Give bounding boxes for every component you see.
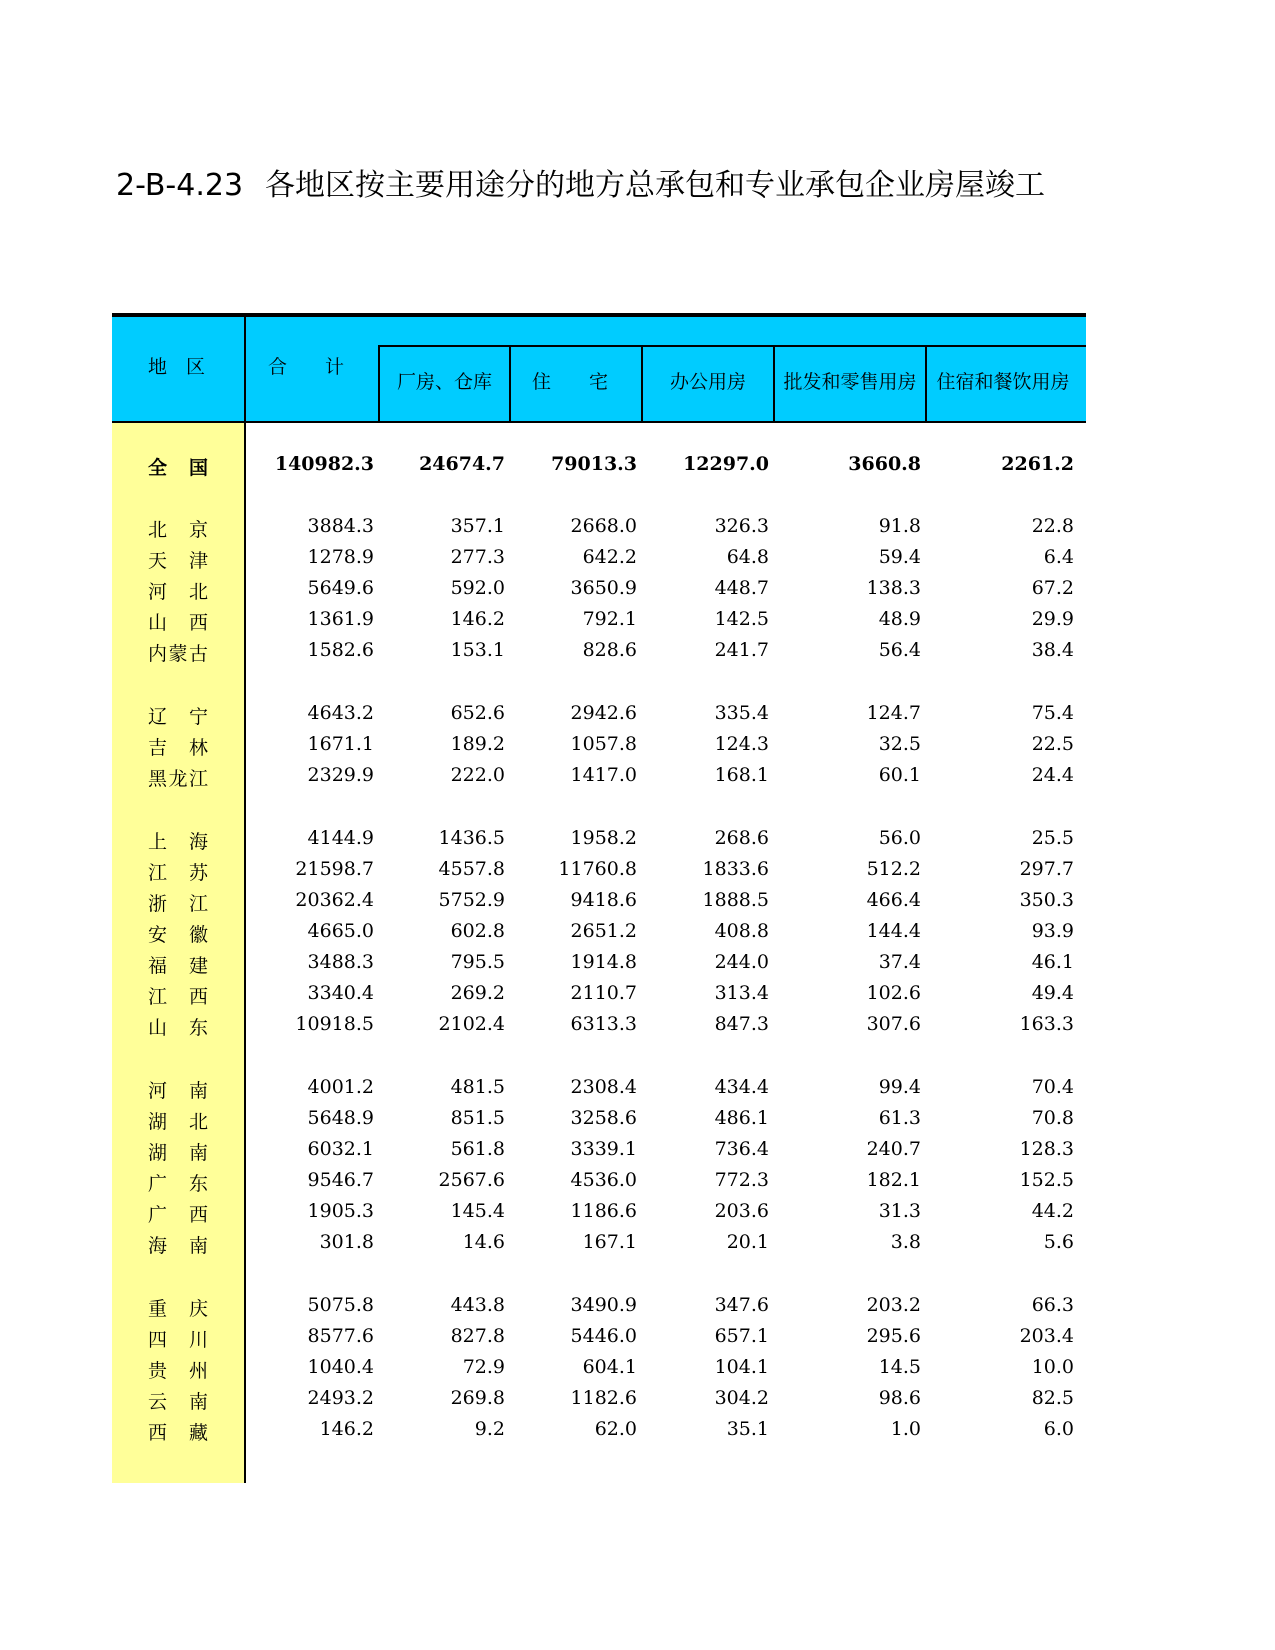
table-row bbox=[112, 702, 1086, 733]
region-name: 四川 bbox=[148, 1329, 208, 1351]
table-row bbox=[112, 546, 1086, 577]
table-cell: 70.8 bbox=[1031, 1107, 1074, 1129]
table-cell: 736.4 bbox=[714, 1138, 769, 1160]
table-cell: 3884.3 bbox=[307, 515, 374, 537]
region-name: 吉林 bbox=[148, 737, 208, 759]
table-cell: 104.1 bbox=[714, 1356, 769, 1378]
table-cell: 307.6 bbox=[866, 1013, 921, 1035]
table-cell: 168.1 bbox=[714, 764, 769, 786]
table-row bbox=[112, 1076, 1086, 1107]
table-cell: 22.8 bbox=[1031, 515, 1074, 537]
table-cell: 2102.4 bbox=[438, 1013, 505, 1035]
region-name: 全国 bbox=[148, 457, 208, 479]
table-cell: 592.0 bbox=[450, 577, 505, 599]
table-cell: 62.0 bbox=[594, 1418, 637, 1440]
table-cell: 827.8 bbox=[450, 1325, 505, 1347]
header-retail: 批发和零售用房 bbox=[783, 371, 917, 393]
table-cell: 772.3 bbox=[714, 1169, 769, 1191]
table-cell: 1186.6 bbox=[570, 1200, 637, 1222]
table-cell: 44.2 bbox=[1031, 1200, 1074, 1222]
table-cell: 301.8 bbox=[319, 1231, 374, 1253]
table-cell: 8577.6 bbox=[307, 1325, 374, 1347]
table-cell: 222.0 bbox=[450, 764, 505, 786]
table-cell: 408.8 bbox=[714, 920, 769, 942]
table-cell: 203.6 bbox=[714, 1200, 769, 1222]
table-cell: 481.5 bbox=[450, 1076, 505, 1098]
table-cell: 3660.8 bbox=[848, 453, 921, 475]
table-row bbox=[112, 858, 1086, 889]
header-residential: 住 宅 bbox=[532, 371, 609, 393]
table-cell: 25.5 bbox=[1031, 827, 1074, 849]
table-cell: 657.1 bbox=[714, 1325, 769, 1347]
table-cell: 20362.4 bbox=[295, 889, 374, 911]
region-name: 重庆 bbox=[148, 1298, 208, 1320]
table-cell: 1582.6 bbox=[307, 639, 374, 661]
table-cell: 140982.3 bbox=[274, 453, 374, 475]
table-cell: 20.1 bbox=[726, 1231, 769, 1253]
table-cell: 144.4 bbox=[866, 920, 921, 942]
table-row bbox=[112, 764, 1086, 795]
table-row bbox=[112, 1138, 1086, 1169]
table-cell: 1833.6 bbox=[702, 858, 769, 880]
table-cell: 1914.8 bbox=[570, 951, 637, 973]
table-row bbox=[112, 515, 1086, 546]
region-name: 浙江 bbox=[148, 893, 208, 915]
table-cell: 3258.6 bbox=[570, 1107, 637, 1129]
table-cell: 335.4 bbox=[714, 702, 769, 724]
table-cell: 1182.6 bbox=[570, 1387, 637, 1409]
table-row bbox=[112, 1013, 1086, 1044]
table-cell: 297.7 bbox=[1019, 858, 1074, 880]
table-cell: 443.8 bbox=[450, 1294, 505, 1316]
region-name: 贵州 bbox=[148, 1360, 208, 1382]
region-name: 山东 bbox=[148, 1017, 208, 1039]
table-cell: 1361.9 bbox=[307, 608, 374, 630]
table-cell: 9.2 bbox=[474, 1418, 505, 1440]
table-row bbox=[112, 951, 1086, 982]
table-cell: 4557.8 bbox=[438, 858, 505, 880]
table-cell: 153.1 bbox=[450, 639, 505, 661]
table-cell: 99.4 bbox=[878, 1076, 921, 1098]
table-cell: 12297.0 bbox=[683, 453, 769, 475]
table-cell: 2493.2 bbox=[307, 1387, 374, 1409]
table-cell: 5648.9 bbox=[307, 1107, 374, 1129]
region-name: 内蒙古 bbox=[148, 643, 208, 665]
table-cell: 79013.3 bbox=[551, 453, 637, 475]
table-cell: 2942.6 bbox=[570, 702, 637, 724]
table-cell: 795.5 bbox=[450, 951, 505, 973]
table-cell: 56.4 bbox=[878, 639, 921, 661]
table-cell: 6.0 bbox=[1043, 1418, 1074, 1440]
header-factory-warehouse: 厂房、仓库 bbox=[396, 371, 492, 393]
table-cell: 1671.1 bbox=[307, 733, 374, 755]
region-name: 海南 bbox=[148, 1235, 208, 1257]
table-cell: 466.4 bbox=[866, 889, 921, 911]
table-cell: 128.3 bbox=[1019, 1138, 1074, 1160]
region-name: 福建 bbox=[148, 955, 208, 977]
table-cell: 313.4 bbox=[714, 982, 769, 1004]
table-cell: 4536.0 bbox=[570, 1169, 637, 1191]
table-cell: 295.6 bbox=[866, 1325, 921, 1347]
table-cell: 124.7 bbox=[866, 702, 921, 724]
table-cell: 3340.4 bbox=[307, 982, 374, 1004]
table-code: 2-B-4.23 bbox=[116, 168, 244, 203]
table-cell: 2110.7 bbox=[570, 982, 637, 1004]
table-cell: 98.6 bbox=[878, 1387, 921, 1409]
table-cell: 2668.0 bbox=[570, 515, 637, 537]
table-cell: 269.2 bbox=[450, 982, 505, 1004]
table-cell: 277.3 bbox=[450, 546, 505, 568]
table-cell: 189.2 bbox=[450, 733, 505, 755]
table-cell: 64.8 bbox=[726, 546, 769, 568]
table-cell: 326.3 bbox=[714, 515, 769, 537]
table-cell: 244.0 bbox=[714, 951, 769, 973]
data-table bbox=[112, 313, 1086, 1483]
table-cell: 72.9 bbox=[462, 1356, 505, 1378]
table-cell: 5075.8 bbox=[307, 1294, 374, 1316]
table-cell: 49.4 bbox=[1031, 982, 1074, 1004]
table-cell: 60.1 bbox=[878, 764, 921, 786]
table-cell: 22.5 bbox=[1031, 733, 1074, 755]
page-title bbox=[116, 160, 1086, 204]
table-cell: 37.4 bbox=[878, 951, 921, 973]
table-cell: 82.5 bbox=[1031, 1387, 1074, 1409]
subheader-divider bbox=[378, 345, 1086, 347]
table-cell: 56.0 bbox=[878, 827, 921, 849]
table-cell: 3.8 bbox=[890, 1231, 921, 1253]
table-cell: 268.6 bbox=[714, 827, 769, 849]
table-cell: 4001.2 bbox=[307, 1076, 374, 1098]
table-cell: 602.8 bbox=[450, 920, 505, 942]
table-cell: 512.2 bbox=[866, 858, 921, 880]
table-cell: 61.3 bbox=[878, 1107, 921, 1129]
header-total: 合 计 bbox=[268, 356, 345, 378]
table-row bbox=[112, 1200, 1086, 1231]
table-cell: 4665.0 bbox=[307, 920, 374, 942]
region-name: 山西 bbox=[148, 612, 208, 634]
table-cell: 142.5 bbox=[714, 608, 769, 630]
header-hospitality: 住宿和餐饮用房 bbox=[936, 371, 1070, 393]
table-cell: 1436.5 bbox=[438, 827, 505, 849]
table-row bbox=[112, 1294, 1086, 1325]
table-row bbox=[112, 1231, 1086, 1262]
table-cell: 4144.9 bbox=[307, 827, 374, 849]
region-name: 广东 bbox=[148, 1173, 208, 1195]
table-row bbox=[112, 733, 1086, 764]
table-cell: 3650.9 bbox=[570, 577, 637, 599]
table-row-total bbox=[112, 453, 1086, 484]
region-name: 黑龙江 bbox=[148, 768, 208, 790]
table-cell: 5446.0 bbox=[570, 1325, 637, 1347]
region-name: 湖南 bbox=[148, 1142, 208, 1164]
table-cell: 1888.5 bbox=[702, 889, 769, 911]
table-cell: 4643.2 bbox=[307, 702, 374, 724]
table-row bbox=[112, 1387, 1086, 1418]
table-cell: 24.4 bbox=[1031, 764, 1074, 786]
table-cell: 46.1 bbox=[1031, 951, 1074, 973]
region-name: 上海 bbox=[148, 831, 208, 853]
table-cell: 652.6 bbox=[450, 702, 505, 724]
table-cell: 2261.2 bbox=[1001, 453, 1074, 475]
table-cell: 828.6 bbox=[582, 639, 637, 661]
table-cell: 2329.9 bbox=[307, 764, 374, 786]
table-cell: 851.5 bbox=[450, 1107, 505, 1129]
table-cell: 10918.5 bbox=[295, 1013, 374, 1035]
table-cell: 31.3 bbox=[878, 1200, 921, 1222]
table-cell: 1905.3 bbox=[307, 1200, 374, 1222]
table-row bbox=[112, 1325, 1086, 1356]
table-cell: 434.4 bbox=[714, 1076, 769, 1098]
table-cell: 5752.9 bbox=[438, 889, 505, 911]
table-cell: 1040.4 bbox=[307, 1356, 374, 1378]
table-cell: 642.2 bbox=[582, 546, 637, 568]
table-cell: 347.6 bbox=[714, 1294, 769, 1316]
region-name: 安徽 bbox=[148, 924, 208, 946]
table-cell: 6313.3 bbox=[570, 1013, 637, 1035]
table-cell: 14.5 bbox=[878, 1356, 921, 1378]
table-cell: 10.0 bbox=[1031, 1356, 1074, 1378]
header-office: 办公用房 bbox=[669, 371, 746, 393]
table-cell: 75.4 bbox=[1031, 702, 1074, 724]
table-cell: 32.5 bbox=[878, 733, 921, 755]
table-cell: 48.9 bbox=[878, 608, 921, 630]
region-name: 广西 bbox=[148, 1204, 208, 1226]
region-name: 江苏 bbox=[148, 862, 208, 884]
table-cell: 350.3 bbox=[1019, 889, 1074, 911]
table-cell: 1.0 bbox=[890, 1418, 921, 1440]
table-cell: 14.6 bbox=[462, 1231, 505, 1253]
table-cell: 5.6 bbox=[1043, 1231, 1074, 1253]
table-cell: 70.4 bbox=[1031, 1076, 1074, 1098]
table-row bbox=[112, 827, 1086, 858]
region-name: 西藏 bbox=[148, 1422, 208, 1444]
table-row bbox=[112, 889, 1086, 920]
region-name: 辽宁 bbox=[148, 706, 208, 728]
table-row bbox=[112, 1356, 1086, 1387]
table-cell: 448.7 bbox=[714, 577, 769, 599]
table-cell: 604.1 bbox=[582, 1356, 637, 1378]
table-cell: 66.3 bbox=[1031, 1294, 1074, 1316]
region-name: 北京 bbox=[148, 519, 208, 541]
table-cell: 847.3 bbox=[714, 1013, 769, 1035]
table-cell: 792.1 bbox=[582, 608, 637, 630]
region-name: 河南 bbox=[148, 1080, 208, 1102]
table-cell: 124.3 bbox=[714, 733, 769, 755]
table-cell: 146.2 bbox=[319, 1418, 374, 1440]
table-cell: 2567.6 bbox=[438, 1169, 505, 1191]
table-cell: 1057.8 bbox=[570, 733, 637, 755]
table-cell: 102.6 bbox=[866, 982, 921, 1004]
table-cell: 1278.9 bbox=[307, 546, 374, 568]
table-cell: 3490.9 bbox=[570, 1294, 637, 1316]
table-cell: 304.2 bbox=[714, 1387, 769, 1409]
table-cell: 3339.1 bbox=[570, 1138, 637, 1160]
table-cell: 357.1 bbox=[450, 515, 505, 537]
table-cell: 9546.7 bbox=[307, 1169, 374, 1191]
header-region: 地 区 bbox=[148, 356, 206, 378]
table-cell: 35.1 bbox=[726, 1418, 769, 1440]
region-name: 天津 bbox=[148, 550, 208, 572]
table-cell: 91.8 bbox=[878, 515, 921, 537]
table-cell: 146.2 bbox=[450, 608, 505, 630]
region-name: 云南 bbox=[148, 1391, 208, 1413]
table-cell: 145.4 bbox=[450, 1200, 505, 1222]
table-cell: 203.4 bbox=[1019, 1325, 1074, 1347]
table-cell: 6032.1 bbox=[307, 1138, 374, 1160]
region-name: 江西 bbox=[148, 986, 208, 1008]
table-cell: 11760.8 bbox=[558, 858, 637, 880]
table-cell: 21598.7 bbox=[295, 858, 374, 880]
table-cell: 2308.4 bbox=[570, 1076, 637, 1098]
table-cell: 138.3 bbox=[866, 577, 921, 599]
table-cell: 561.8 bbox=[450, 1138, 505, 1160]
table-cell: 59.4 bbox=[878, 546, 921, 568]
table-row bbox=[112, 1418, 1086, 1449]
table-cell: 152.5 bbox=[1019, 1169, 1074, 1191]
table-title-text: 各地区按主要用途分的地方总承包和专业承包企业房屋竣工 bbox=[265, 168, 1046, 203]
table-cell: 163.3 bbox=[1019, 1013, 1074, 1035]
table-cell: 1958.2 bbox=[570, 827, 637, 849]
table-cell: 93.9 bbox=[1031, 920, 1074, 942]
table-cell: 182.1 bbox=[866, 1169, 921, 1191]
table-cell: 29.9 bbox=[1031, 608, 1074, 630]
table-cell: 5649.6 bbox=[307, 577, 374, 599]
table-row bbox=[112, 982, 1086, 1013]
table-cell: 2651.2 bbox=[570, 920, 637, 942]
table-row bbox=[112, 639, 1086, 670]
table-cell: 38.4 bbox=[1031, 639, 1074, 661]
region-name: 湖北 bbox=[148, 1111, 208, 1133]
region-name: 河北 bbox=[148, 581, 208, 603]
column-divider bbox=[509, 345, 511, 423]
table-cell: 269.8 bbox=[450, 1387, 505, 1409]
table-cell: 203.2 bbox=[866, 1294, 921, 1316]
table-cell: 167.1 bbox=[582, 1231, 637, 1253]
table-cell: 24674.7 bbox=[419, 453, 505, 475]
table-cell: 486.1 bbox=[714, 1107, 769, 1129]
table-row bbox=[112, 920, 1086, 951]
table-cell: 1417.0 bbox=[570, 764, 637, 786]
table-cell: 240.7 bbox=[866, 1138, 921, 1160]
table-row bbox=[112, 1107, 1086, 1138]
table-cell: 9418.6 bbox=[570, 889, 637, 911]
table-row bbox=[112, 1169, 1086, 1200]
table-cell: 6.4 bbox=[1043, 546, 1074, 568]
table-cell: 67.2 bbox=[1031, 577, 1074, 599]
table-cell: 3488.3 bbox=[307, 951, 374, 973]
table-row bbox=[112, 608, 1086, 639]
table-cell: 241.7 bbox=[714, 639, 769, 661]
table-row bbox=[112, 577, 1086, 608]
